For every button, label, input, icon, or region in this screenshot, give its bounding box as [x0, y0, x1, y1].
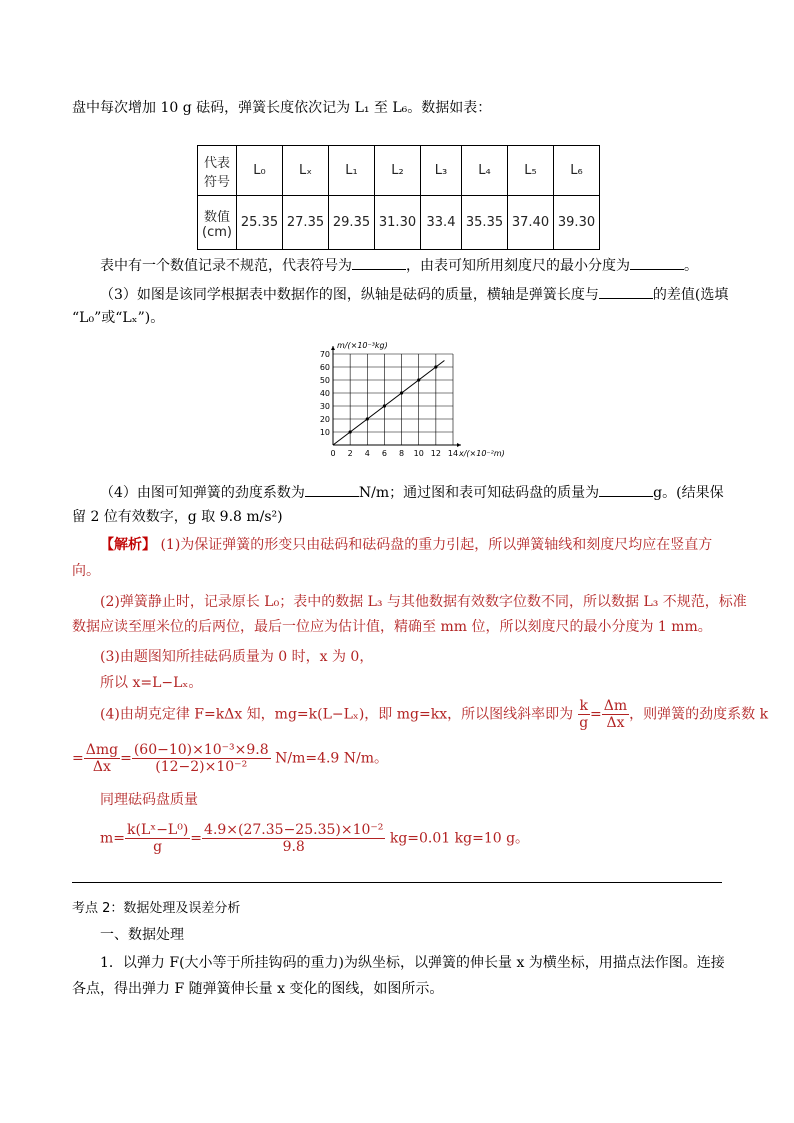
table-cell: 29.35: [329, 196, 375, 250]
analysis-1-line1: [100, 535, 712, 555]
table-cell: 31.30: [375, 196, 421, 250]
table-cell: 25.35: [237, 196, 283, 250]
table-cell: 39.30: [554, 196, 600, 250]
denominator: g: [579, 715, 589, 731]
table-cell: Lₓ: [283, 146, 329, 196]
answer-blank[interactable]: [630, 255, 684, 270]
text: （4）由图可知弹簧的劲度系数为: [100, 485, 305, 501]
table-cell: 37.40: [508, 196, 554, 250]
fraction-dmg-over-dx: [84, 742, 120, 775]
question-table: [100, 255, 698, 276]
analysis-2-line2: 数据应读至厘米位的后两位，最后一位应为估计值，精确至 mm 位，所以刻度尺的最小分度为 1 mm。: [72, 619, 712, 635]
denominator: Δx: [606, 715, 625, 731]
table-header-value: [198, 196, 237, 250]
equals: =: [190, 830, 203, 847]
paragraph-1-line1: 1．以弹力 F(大小等于所挂钩码的重力)为纵坐标，以弹簧的伸长量 x 为横坐标，用描点法作图。连接: [100, 955, 725, 971]
question-4-line1: [100, 482, 724, 503]
text: kg=0.01 kg=10 g。: [385, 830, 530, 847]
question-3-line1: [100, 284, 728, 305]
table-cell: 35.35: [462, 196, 508, 250]
y-tick-label: 40: [319, 389, 330, 398]
x-tick-label: 14: [447, 449, 459, 458]
y-tick-label: 20: [319, 415, 330, 424]
equals: =: [72, 750, 84, 767]
chart-marks: [333, 361, 444, 446]
spring-chart: [305, 333, 525, 473]
numerator: Δmg: [85, 742, 119, 758]
data-point: [366, 417, 369, 420]
text: ，由表可知所用刻度尺的最小分度为: [406, 258, 630, 274]
table-cell: L₅: [508, 146, 554, 196]
answer-blank[interactable]: [599, 284, 653, 299]
data-table: [197, 145, 600, 250]
table-header-symbol: [198, 146, 237, 196]
numerator: (60−10)×10⁻³×9.8: [133, 742, 269, 758]
data-point: [383, 404, 386, 407]
y-tick-label: 10: [319, 428, 330, 437]
equals: =: [120, 750, 132, 767]
x-axis-arrow: [457, 443, 461, 447]
data-point: [400, 391, 403, 394]
label-line: 数值: [203, 209, 230, 225]
y-tick-label: 70: [319, 350, 330, 359]
x-tick-label: 8: [399, 449, 405, 458]
analysis-1-line2: 向。: [72, 563, 100, 579]
analysis-3-line1: (3)由题图知所挂砝码质量为 0 时，x 为 0，: [100, 649, 374, 665]
fraction-m-1: [125, 822, 190, 855]
text: 的差值(选填: [652, 287, 729, 303]
analysis-4-line1: [100, 698, 768, 731]
section-title: 考点 2：数据处理及误差分析: [72, 901, 241, 916]
label-line: (cm): [202, 224, 232, 240]
text: ，则弹簧的劲度系数 k: [629, 706, 769, 723]
denominator: (12−2)×10⁻²: [155, 759, 248, 775]
paragraph-1-line2: 各点，得出弹力 F 随弹簧伸长量 x 变化的图线，如图所示。: [72, 981, 444, 997]
text: (1)为保证弹簧的形变只由砝码和砝码盘的重力引起，所以弹簧轴线和刻度尺均应在竖直方: [160, 537, 713, 553]
text: m=: [100, 830, 126, 847]
denominator: 9.8: [282, 839, 305, 855]
denominator: g: [153, 839, 163, 855]
intro-text: 盘中每次增加 10 g 砝码，弹簧长度依次记为 L₁ 至 L₆。数据如表：: [72, 100, 492, 116]
analysis-2-line1: (2)弹簧静止时，记录原长 L₀；表中的数据 L₃ 与其他数据有效数字位数不同，所以数据 L₃ 不规范，标准: [100, 594, 747, 610]
question-3-line2: “L₀”或“Lₓ”)。: [72, 310, 165, 326]
label-line: 代表: [203, 155, 230, 171]
table-cell: L₃: [421, 146, 462, 196]
numerator: k: [579, 698, 589, 714]
table-cell: L₁: [329, 146, 375, 196]
table-cell: L₄: [462, 146, 508, 196]
equals: =: [590, 706, 602, 723]
text: （3）如图是该同学根据表中数据作的图，纵轴是砝码的质量，横轴是弹簧长度与: [100, 287, 599, 303]
analysis-3-line2: 所以 x=L−Lₓ。: [100, 675, 203, 691]
x-tick-label: 4: [364, 449, 370, 458]
table-cell: 33.4: [421, 196, 462, 250]
answer-blank[interactable]: [599, 482, 653, 497]
table-cell: L₂: [375, 146, 421, 196]
fraction-k-over-g: [578, 698, 590, 731]
subsection-title: 一、数据处理: [100, 927, 184, 943]
text: (4)由胡克定律 F=kΔx 知，mg=k(L−Lₓ)，即 mg=kx，所以图线斜率即为: [100, 706, 574, 723]
y-axis-label: m/(×10⁻³kg): [337, 341, 388, 350]
numerator: Δm: [603, 698, 628, 714]
fraction-dm-over-dx: [602, 698, 629, 731]
denominator: Δx: [92, 759, 111, 775]
text: 。: [684, 258, 698, 274]
x-tick-label: 10: [413, 449, 424, 458]
table-cell: L₆: [554, 146, 600, 196]
data-point: [417, 378, 420, 381]
fraction-k-value: [132, 742, 271, 775]
answer-blank[interactable]: [305, 482, 359, 497]
numerator: k(Lˣ−L⁰): [127, 822, 189, 838]
x-tick-label: 12: [430, 449, 441, 458]
formula-k: [72, 742, 388, 775]
text: N/m；通过图和表可知砝码盘的质量为: [358, 485, 600, 501]
formula-m: [100, 822, 529, 855]
data-point: [349, 430, 352, 433]
x-tick-label: 6: [381, 449, 387, 458]
text: 表中有一个数值记录不规范，代表符号为: [100, 258, 352, 274]
y-tick-label: 30: [319, 402, 330, 411]
y-tick-label: 50: [319, 376, 330, 385]
data-point: [434, 365, 437, 368]
x-axis-label: x/(×10⁻²m): [459, 449, 505, 458]
label-line: 符号: [203, 174, 230, 190]
table-cell: 27.35: [283, 196, 329, 250]
fraction-m-2: [202, 822, 385, 855]
table-cell: L₀: [237, 146, 283, 196]
x-tick-label: 0: [330, 449, 336, 458]
section-divider: [72, 882, 722, 883]
x-tick-label: 2: [347, 449, 353, 458]
tray-mass-label: 同理砝码盘质量: [100, 792, 198, 808]
text: N/m=4.9 N/m。: [270, 750, 389, 767]
answer-blank[interactable]: [352, 255, 406, 270]
text: g。(结果保: [653, 485, 724, 501]
y-axis-arrow: [331, 346, 335, 350]
numerator: 4.9×(27.35−25.35)×10⁻²: [204, 822, 384, 838]
question-4-line2: 留 2 位有效数字，g 取 9.8 m/s²): [72, 509, 283, 525]
analysis-tag: 【解析】: [100, 537, 156, 553]
y-tick-label: 60: [319, 363, 330, 372]
